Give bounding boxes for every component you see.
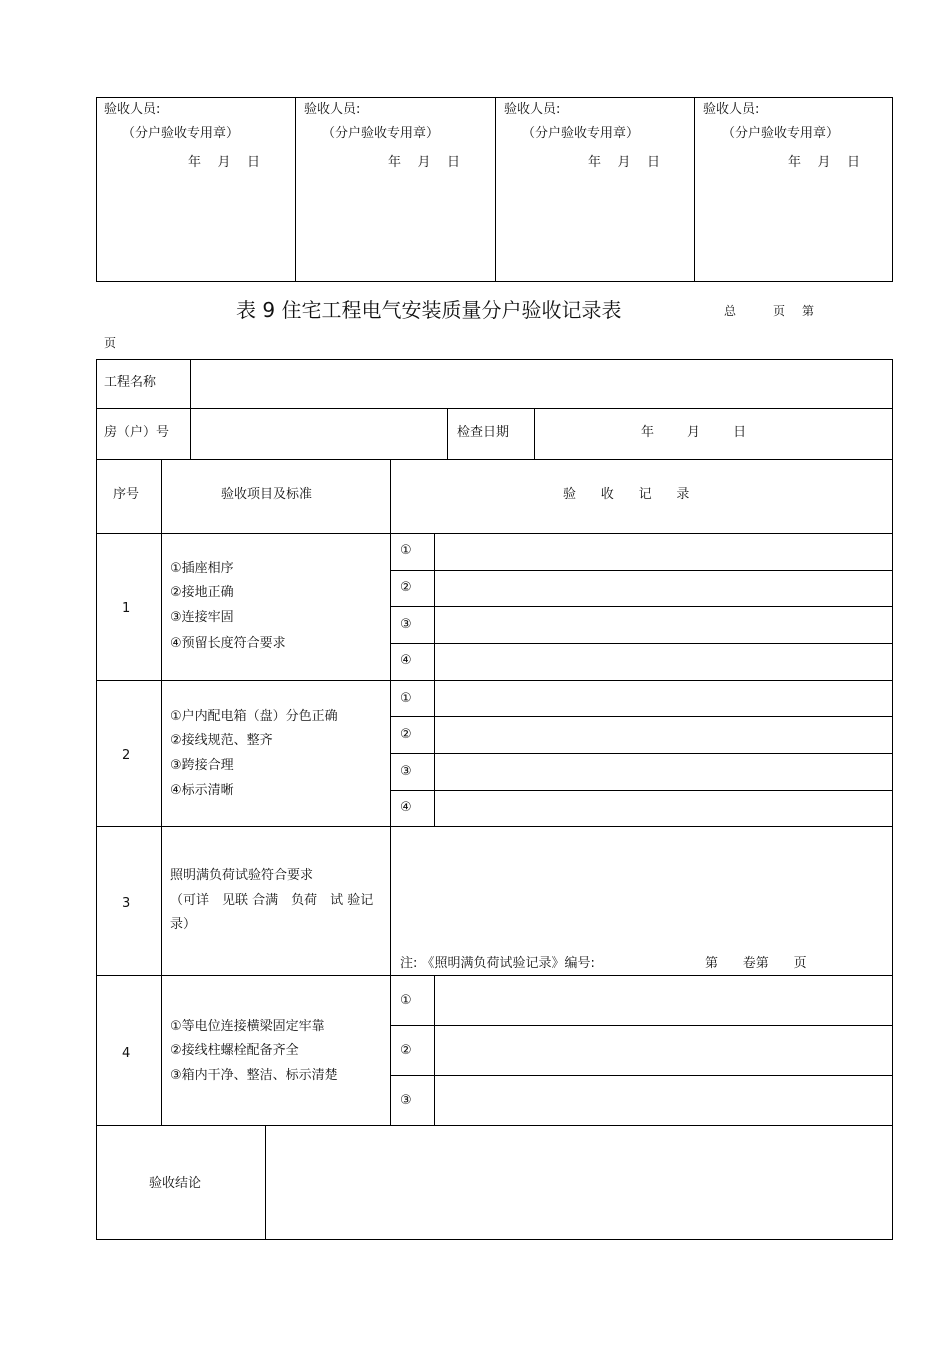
item-text: ①等电位连接横梁固定牢靠 xyxy=(170,1019,325,1034)
page-tail-label: 页 xyxy=(104,336,117,350)
sub-row-divider xyxy=(390,1075,893,1076)
record-mark: ③ xyxy=(400,1093,412,1108)
item-text: ②接地正确 xyxy=(170,585,234,600)
sub-row-divider xyxy=(390,570,893,571)
record-mark: ① xyxy=(400,543,412,558)
page-no-label: 第 xyxy=(802,304,815,318)
col-seq-header: 序号 xyxy=(113,487,140,502)
personnel-label: 验收人员: xyxy=(304,102,361,117)
item-text: ④预留长度符合要求 xyxy=(170,636,286,651)
row-seq: 4 xyxy=(122,1046,131,1061)
signature-divider xyxy=(694,97,695,282)
room-label: 房（户）号 xyxy=(104,425,170,440)
seal-label: （分户验收专用章） xyxy=(322,126,440,141)
row-divider xyxy=(96,408,893,409)
sub-row-divider xyxy=(390,753,893,754)
signature-divider xyxy=(295,97,296,282)
col-divider xyxy=(190,359,191,459)
date-label: 年 月 日 xyxy=(388,155,461,170)
record-mark: ① xyxy=(400,993,412,1008)
sub-row-divider xyxy=(390,1025,893,1026)
sub-row-divider xyxy=(390,716,893,717)
inspection-form xyxy=(96,359,893,1240)
mark-divider xyxy=(434,975,435,1125)
seal-label: （分户验收专用章） xyxy=(122,126,240,141)
row-seq: 2 xyxy=(122,748,131,763)
date-label: 年 月 日 xyxy=(588,155,661,170)
date-label: 年 月 日 xyxy=(788,155,861,170)
check-date-label: 检查日期 xyxy=(457,425,510,440)
sub-row-divider xyxy=(390,606,893,607)
date-label: 年 月 日 xyxy=(188,155,261,170)
row-divider xyxy=(96,975,893,976)
row-divider xyxy=(96,1125,893,1126)
row-seq: 3 xyxy=(122,896,131,911)
col-record-header: 验 收 记 录 xyxy=(563,487,690,502)
project-name-label: 工程名称 xyxy=(104,375,157,390)
form-title: 表 9 住宅工程电气安装质量分户验收记录表 xyxy=(236,298,622,322)
col-divider xyxy=(534,408,535,459)
item-text: 照明满负荷试验符合要求 xyxy=(170,868,314,883)
check-date-value[interactable]: 年 月 日 xyxy=(641,425,747,440)
seal-label: （分户验收专用章） xyxy=(722,126,840,141)
item-text: ②接线规范、整齐 xyxy=(170,733,273,748)
sub-row-divider xyxy=(390,643,893,644)
record-note-tail: 第 卷第 页 xyxy=(705,956,807,971)
record-mark: ④ xyxy=(400,653,412,668)
personnel-label: 验收人员: xyxy=(104,102,161,117)
record-mark: ② xyxy=(400,580,412,595)
record-mark: ② xyxy=(400,1043,412,1058)
item-text: 录） xyxy=(170,917,197,932)
row-divider xyxy=(96,533,893,534)
signature-divider xyxy=(495,97,496,282)
conclusion-label: 验收结论 xyxy=(149,1176,202,1191)
personnel-label: 验收人员: xyxy=(504,102,561,117)
record-note: 注: 《照明满负荷试验记录》编号: xyxy=(400,956,595,971)
row-divider xyxy=(96,826,893,827)
col-divider xyxy=(161,459,162,1125)
personnel-label: 验收人员: xyxy=(703,102,760,117)
record-mark: ③ xyxy=(400,617,412,632)
item-text: ③连接牢固 xyxy=(170,610,234,625)
item-text: ①插座相序 xyxy=(170,561,234,576)
item-text: （可详 见联 合满 负荷 试 验记 xyxy=(170,893,374,908)
item-text: ③跨接合理 xyxy=(170,758,234,773)
record-mark: ① xyxy=(400,691,412,706)
page-total-label: 总 xyxy=(724,304,737,318)
record-mark: ③ xyxy=(400,764,412,779)
item-text: ④标示清晰 xyxy=(170,783,234,798)
col-divider xyxy=(265,1125,266,1240)
item-text: ②接线柱螺栓配备齐全 xyxy=(170,1043,299,1058)
page-pages-label: 页 xyxy=(773,304,786,318)
row-divider xyxy=(96,459,893,460)
sub-row-divider xyxy=(390,790,893,791)
col-item-header: 验收项目及标准 xyxy=(221,487,313,502)
row-seq: 1 xyxy=(122,601,131,616)
seal-label: （分户验收专用章） xyxy=(522,126,640,141)
col-divider xyxy=(447,408,448,459)
row-divider xyxy=(96,680,893,681)
record-mark: ④ xyxy=(400,800,412,815)
record-mark: ② xyxy=(400,727,412,742)
item-text: ③箱内干净、整洁、标示清楚 xyxy=(170,1068,338,1083)
item-text: ①户内配电箱（盘）分色正确 xyxy=(170,709,338,724)
